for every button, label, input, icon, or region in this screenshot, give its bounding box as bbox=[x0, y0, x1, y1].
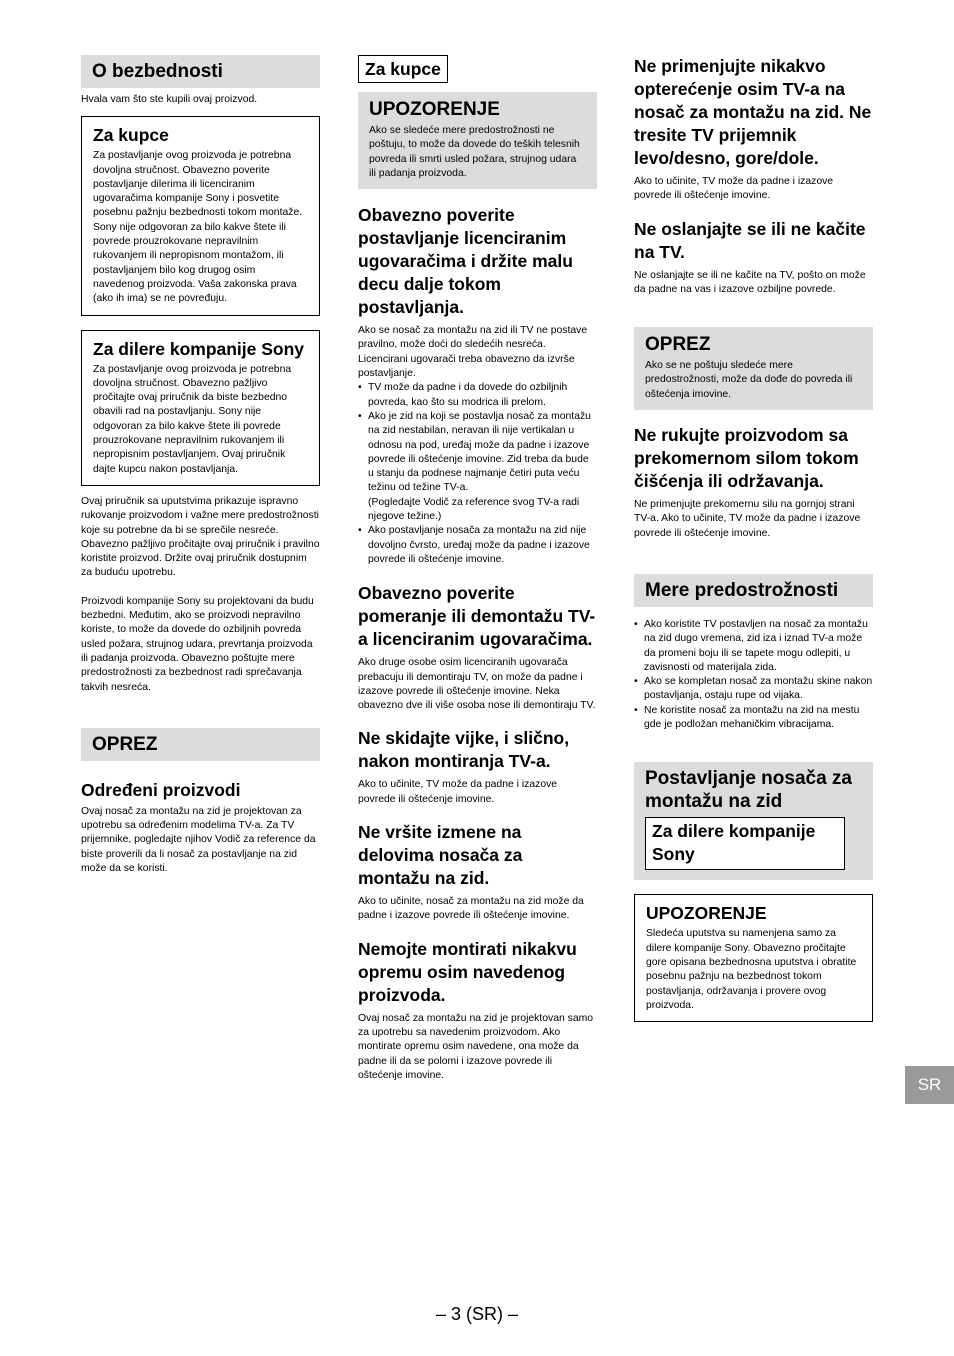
other-equipment-text: Ovaj nosač za montažu na zid je projektovan samo za upotrebu sa navedenim proizvodom. Ako montirate opremu osim navedene, ona može da padne ili da se polomi i izazove povrede ili oštećenje imovine. bbox=[358, 1012, 594, 1081]
list-item: • TV može da padne i da dovede do ozbiljnih povreda, kao što su modrica ili prelom. bbox=[358, 381, 597, 410]
licensed-install-text: Ako se nosač za montažu na zid ili TV ne postave pravilno, može doći do sledećih nesreća. Licencirani ugovarači treba obavezno da izvrše postavljanje. bbox=[358, 325, 588, 380]
products-title: Određeni proizvodi bbox=[81, 779, 241, 800]
install-section bbox=[634, 762, 873, 880]
list-item: • Ako je zid na koji se postavlja nosač za montažu na zid nestabilan, neravan ili nije vertikalan u odnosu na pod, uređaj može da padne i izazove povrede ili oštećenje imovine. Zid treba da bude u stanju da podnese najmanje četiri puta veću težinu od težine TV-a. bbox=[358, 410, 597, 496]
dealer-warning-text: Sledeća uputstva su namenjena samo za dilere kompanije Sony. Obavezno pročitajte gore opisana bezbednosna uputstva i obratite posebnu pažnju na bezbednost tokom postavljanja, održavanja i provere ovog proizvoda. bbox=[646, 928, 857, 1011]
modification-text: Ako to učinite, nosač za montažu na zid može da padne i izazove povrede ili oštećenje imovine. bbox=[358, 896, 584, 922]
force-text: Ne primenjujte prekomernu silu na gornjoj strani TV-a. Ako to učinite, TV može da padne i izazove povrede ili oštećenje imovine. bbox=[634, 499, 861, 539]
products-text: Ovaj nosač za montažu na zid je projektovan za upotrebu sa određenim modelima TV-a. Za TV prijemnike, pogledajte njihov Vodič za reference da biste proverili da li nosač za postavljanje na zid može da se koristi. bbox=[81, 805, 316, 874]
dealer-warning-box bbox=[634, 894, 873, 1022]
column-right bbox=[634, 55, 873, 1022]
section-title-install: Postavljanje nosača za montažu na zid bbox=[645, 768, 852, 813]
dealers-tag: Za dilere kompanije Sony bbox=[645, 817, 845, 870]
products-safety-paragraph: Proizvodi kompanije Sony su projektovani da budu bezbedni. Međutim, ako se proizvodi nepravilno koriste, to može da dovede do ozbiljnih povreda usled požara, strujnog udara, prevrtanja proizvoda ili padanja proizvoda. Obavezno poštujte mere predostrožnosti za bezbednost radi sprečavanja takvih nesreća. bbox=[81, 595, 314, 693]
list-item: • Ne koristite nosač za montažu na zid na mestu gde je podložan mehaničkim vibracijama. bbox=[634, 704, 873, 733]
dealers-box bbox=[81, 330, 320, 486]
load-text: Ako to učinite, TV može da padne i izazove povrede ili oštećenje imovine. bbox=[634, 176, 834, 202]
licensed-install-title: Obavezno poverite postavljanje licenciranim ugovaračima i držite malu decu dalje tokom postavljanja. bbox=[358, 205, 573, 318]
licensed-install-list bbox=[358, 381, 597, 495]
language-tab: SR bbox=[905, 1066, 954, 1104]
section-title-precautions: Mere predostrožnosti bbox=[634, 574, 873, 607]
customers-box bbox=[81, 116, 320, 315]
list-item: • Ako se kompletan nosač za montažu skine nakon postavljanja, ostaju rupe od vijaka. bbox=[634, 675, 873, 704]
lean-title: Ne oslanjajte se ili ne kačite na TV. bbox=[634, 218, 866, 262]
section-title-safety: O bezbednosti bbox=[81, 55, 320, 88]
page-number: – 3 (SR) – bbox=[435, 1304, 519, 1324]
customers-text: Za postavljanje ovog proizvoda je potrebna dovoljna stručnost. Obavezno poverite postavljanje dilerima ili licenciranim ugovaračima kompanije Sony i posvetite posebnu pažnju bezbednosti tokom montaže. Sony nije odgovoran za bilo kakve štete ili povrede prouzrokovane nepravilnim rukovanjem ili nepropisnom montažom, ili postavljanjem bilo kog drugog osim navedenog proizvoda. Vaša zakonska prava (ako ih ima) se ne povređuju. bbox=[93, 150, 303, 305]
relocation-text: Ako druge osobe osim licenciranih ugovarača prebacuju ili demontiraju TV, on može da padne i izazove povrede ili oštećenje imovine. Neka obavezno dve ili više osoba nose ili demontiraju TV. bbox=[358, 657, 596, 712]
licensed-install-list-2 bbox=[358, 524, 597, 567]
screws-text: Ako to učinite, TV može da padne i izazove povrede ili oštećenje imovine. bbox=[358, 779, 558, 805]
force-title: Ne rukujte proizvodom sa prekomernom silom tokom čišćenja ili održavanja. bbox=[634, 425, 859, 492]
section-title-caution: OPREZ bbox=[81, 728, 320, 761]
other-equipment-title: Nemojte montirati nikakvu opremu osim navedenog proizvoda. bbox=[358, 938, 577, 1005]
manual-paragraph: Ovaj priručnik sa uputstvima prikazuje ispravno rukovanje proizvodom i važne mere predostrožnosti koje su potrebne da bi se sprečile nesreće. Obavezno pažljivo pročitajte ovaj priručnik i pravilno koristite proizvod. Držite ovaj priručnik dostupnim za buduću upotrebu. bbox=[81, 495, 320, 579]
screws-title: Ne skidajte vijke, i slično, nakon montiranja TV-a. bbox=[358, 728, 570, 772]
warning-text: Ako se sledeće mere predostrožnosti ne poštuju, to može da dovede do teških telesnih povreda ili smrti usled požara, strujnog udara ili padanja proizvoda. bbox=[369, 125, 580, 179]
precautions-list bbox=[634, 618, 873, 732]
caution-title: OPREZ bbox=[645, 334, 711, 356]
lean-text: Ne oslanjajte se ili ne kačite na TV, pošto on može da padne na vas i izazove ozbiljne povrede. bbox=[634, 269, 866, 295]
warning-box bbox=[358, 92, 597, 189]
caution-box bbox=[634, 327, 873, 410]
warning-title: UPOZORENJE bbox=[369, 99, 500, 120]
dealers-title: Za dilere kompanije Sony bbox=[93, 338, 305, 359]
column-middle bbox=[358, 55, 597, 1083]
dealers-text: Za postavljanje ovog proizvoda je potrebna dovoljna stručnost. Obavezno pažljivo pročitajte ovaj priručnik da biste bezbedno obavili rad na postavljanju. Sony nije odgovoran za bilo kakve štete ili povrede prouzrokovane nepravilnim rukovanjem ili nepropisnim postavljanjem. Ovaj priručnik dajte kupcu nakon postavljanja. bbox=[93, 363, 292, 475]
customers-title: Za kupce bbox=[93, 125, 169, 146]
relocation-title: Obavezno poverite pomeranje ili demontažu TV-a licenciranim ugovaračima. bbox=[358, 583, 596, 650]
modification-title: Ne vršite izmene na delovima nosača za montažu na zid. bbox=[358, 822, 523, 889]
dealer-warning-title: UPOZORENJE bbox=[646, 903, 767, 924]
column-left bbox=[81, 55, 320, 876]
list-item: • Ako koristite TV postavljen na nosač za montažu na zid dugo vremena, zid iza i iznad TV-a može da promeni boju ili se tapete mogu odlepiti, u zavisnosti od materijala zida. bbox=[634, 618, 873, 675]
caution-text: Ako se ne poštuju sledeće mere predostrožnosti, može da dođe do povreda ili oštećenja imovine. bbox=[645, 360, 853, 400]
thanks-text: Hvala vam što ste kupili ovaj proizvod. bbox=[81, 94, 258, 105]
load-title: Ne primenjujte nikakvo opterećenje osim TV-a na nosač za montažu na zid. Ne tresite TV prijemnik levo/desno, gore/dole. bbox=[634, 56, 872, 168]
customers-tag: Za kupce bbox=[358, 55, 448, 83]
list-item: • Ako postavljanje nosača za montažu na zid nije dovoljno čvrsto, uređaj može da padne i izazove povrede ili oštećenje imovine. bbox=[358, 524, 597, 567]
weight-note: (Pogledajte Vodič za reference svog TV-a radi njegove težine.) bbox=[368, 496, 580, 523]
